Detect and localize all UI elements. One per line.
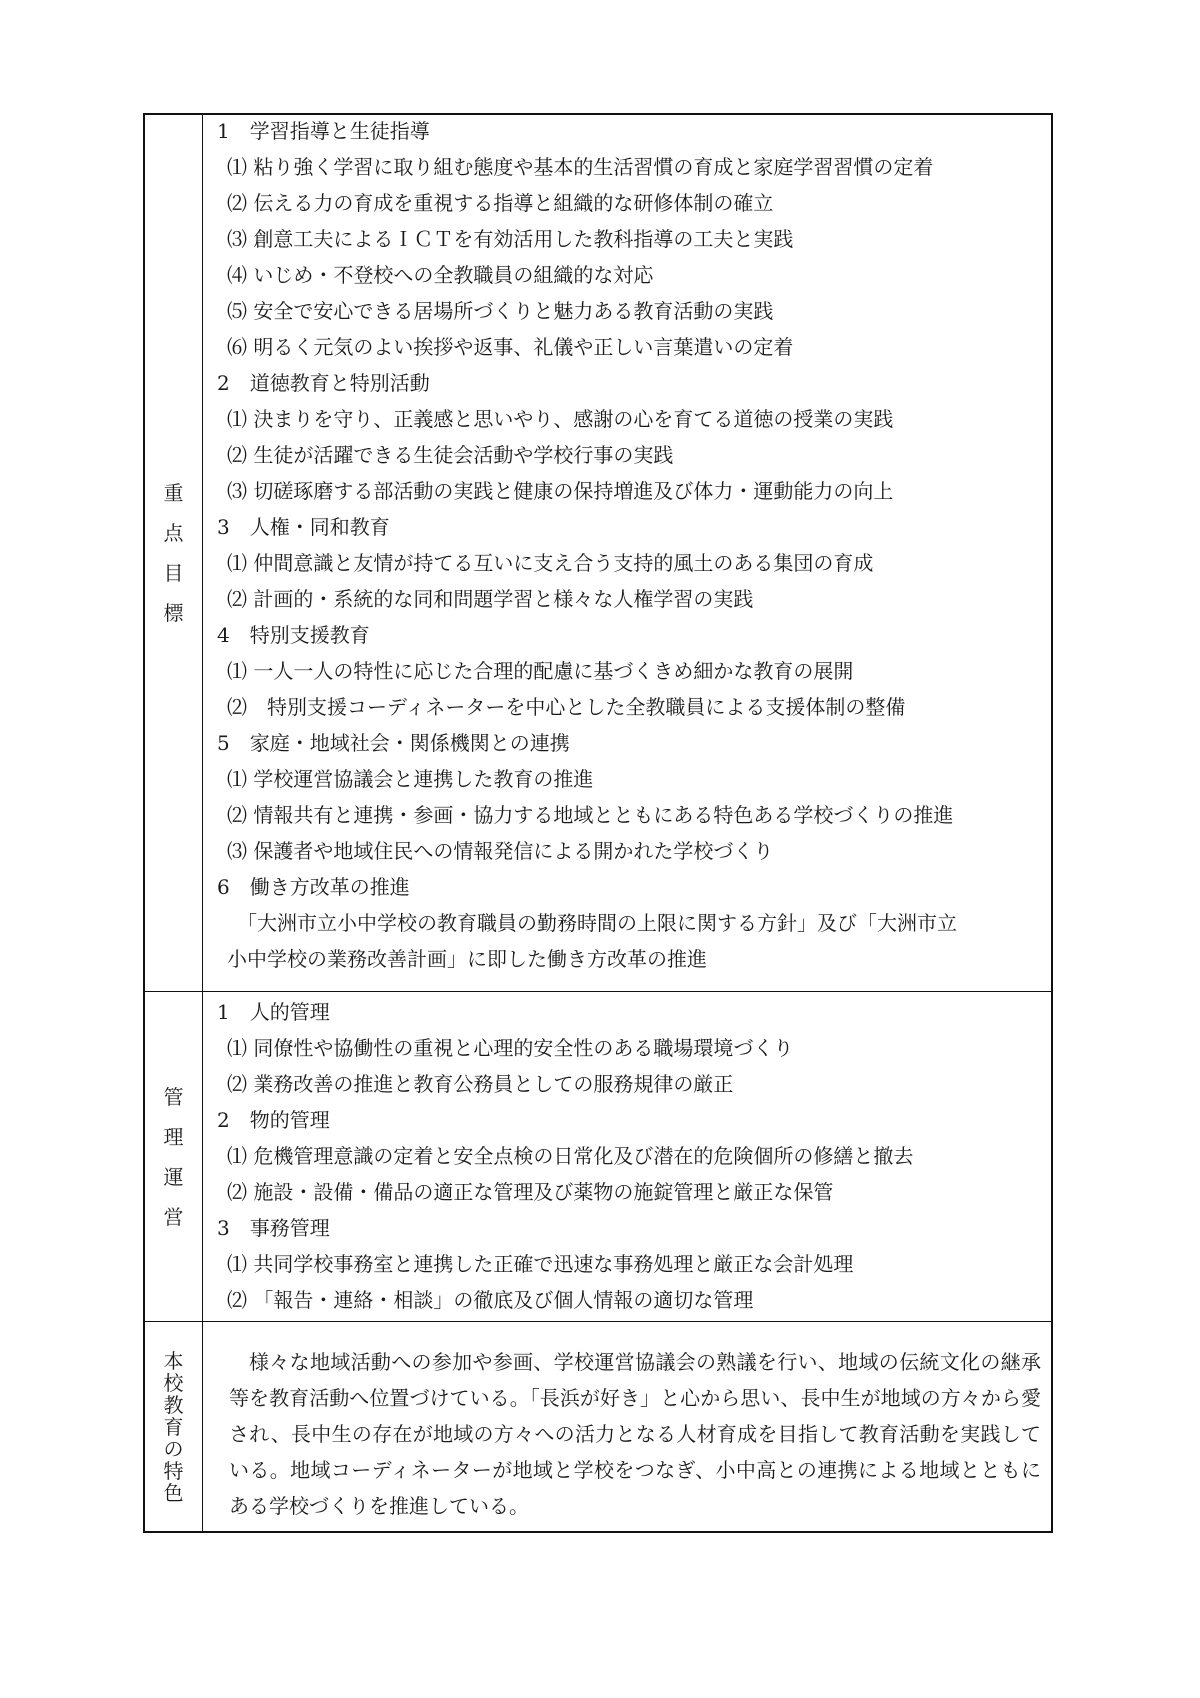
item-line: ⑴ 危機管理意識の定着と安全点検の日常化及び潜在的危険個所の修繕と撤去 — [227, 1144, 914, 1168]
item-line: ⑵ 特別支援コーディネーターを中心とした全教職員による支援体制の整備 — [227, 695, 906, 719]
section-label-cell — [145, 992, 203, 1321]
section-label-cell — [145, 1322, 203, 1531]
item-line: ⑵ 「報告・連絡・相談」の徹底及び個人情報の適切な管理 — [227, 1288, 754, 1312]
section-management — [145, 992, 1051, 1322]
heading-line: 3 事務管理 — [217, 1216, 330, 1240]
item-line: 「大洲市立小中学校の教育職員の勤務時間の上限に関する方針」及び「大洲市立 — [227, 911, 957, 935]
heading-line: 5 家庭・地域社会・関係機関との連携 — [217, 731, 570, 755]
item-line: ⑵ 業務改善の推進と教育公務員としての服務規律の厳正 — [227, 1072, 734, 1096]
policy-table — [143, 113, 1053, 1533]
section-label: 管 理 運 営 — [163, 1084, 184, 1229]
heading-line: 1 人的管理 — [217, 1000, 330, 1024]
heading-line: 1 学習指導と生徒指導 — [217, 119, 430, 143]
item-line: ⑶ 切磋琢磨する部活動の実践と健康の保持増進及び体力・運動能力の向上 — [227, 479, 894, 503]
item-line: ⑴ 共同学校事務室と連携した正確で迅速な事務処理と厳正な会計処理 — [227, 1252, 854, 1276]
item-line: ⑴ 同僚性や協働性の重視と心理的安全性のある職場環境づくり — [227, 1036, 794, 1060]
item-line: ⑹ 明るく元気のよい挨拶や返事、礼儀や正しい言葉遣いの定着 — [227, 335, 794, 359]
item-line: ⑵ 施設・設備・備品の適正な管理及び薬物の施錠管理と厳正な保管 — [227, 1180, 834, 1204]
section-label: 重 点 目 標 — [163, 481, 184, 625]
features-paragraph: 様々な地域活動への参加や参画、学校運営協議会の熟議を行い、地域の伝統文化の継承等を教育活動へ位置づけている。「長浜が好き」と心から思い、長中生が地域の方々から愛され、長中生の存在が地域の方々への活力となる人材育成を目指して教育活動を実践している。地域コーディネーターが地域と学校をつなぎ、小中高との連携による地域とともにある学校づくりを推進している。 — [229, 1350, 1041, 1518]
item-line: ⑴ 決まりを守り、正義感と思いやり、感謝の心を育てる道徳の授業の実践 — [227, 407, 894, 431]
item-line: ⑴ 仲間意識と友情が持てる互いに支え合う支持的風土のある集団の育成 — [227, 551, 874, 575]
heading-line: 6 働き方改革の推進 — [217, 875, 410, 899]
item-line: ⑷ いじめ・不登校への全教職員の組織的な対応 — [227, 263, 654, 287]
heading-line: 4 特別支援教育 — [217, 623, 370, 647]
section-content — [203, 115, 1051, 991]
item-line: ⑶ 保護者や地域住民への情報発信による開かれた学校づくり — [227, 839, 774, 863]
item-line: ⑵ 伝える力の育成を重視する指導と組織的な研修体制の確立 — [227, 191, 774, 215]
section-school-features — [145, 1322, 1051, 1531]
item-line: ⑸ 安全で安心できる居場所づくりと魅力ある教育活動の実践 — [227, 299, 774, 323]
item-line: ⑵ 計画的・系統的な同和問題学習と様々な人権学習の実践 — [227, 587, 754, 611]
section-label-cell — [145, 115, 203, 991]
item-line: 小中学校の業務改善計画」に即した働き方改革の推進 — [227, 947, 707, 971]
section-content — [203, 992, 1051, 1321]
heading-line: 3 人権・同和教育 — [217, 515, 390, 539]
section-content — [203, 1322, 1051, 1531]
section-priority-goals — [145, 115, 1051, 992]
item-line: ⑵ 生徒が活躍できる生徒会活動や学校行事の実践 — [227, 443, 674, 467]
item-line: ⑴ 粘り強く学習に取り組む態度や基本的生活習慣の育成と家庭学習習慣の定着 — [227, 155, 934, 179]
section-label: 本 校 教 育 の 特 色 — [163, 1348, 184, 1505]
heading-line: 2 物的管理 — [217, 1108, 330, 1132]
item-line: ⑶ 創意工夫によるＩＣＴを有効活用した教科指導の工夫と実践 — [227, 227, 794, 251]
item-line: ⑴ 学校運営協議会と連携した教育の推進 — [227, 767, 594, 791]
item-line: ⑵ 情報共有と連携・参画・協力する地域とともにある特色ある学校づくりの推進 — [227, 803, 954, 827]
heading-line: 2 道徳教育と特別活動 — [217, 371, 430, 395]
item-line: ⑴ 一人一人の特性に応じた合理的配慮に基づくきめ細かな教育の展開 — [227, 659, 854, 683]
